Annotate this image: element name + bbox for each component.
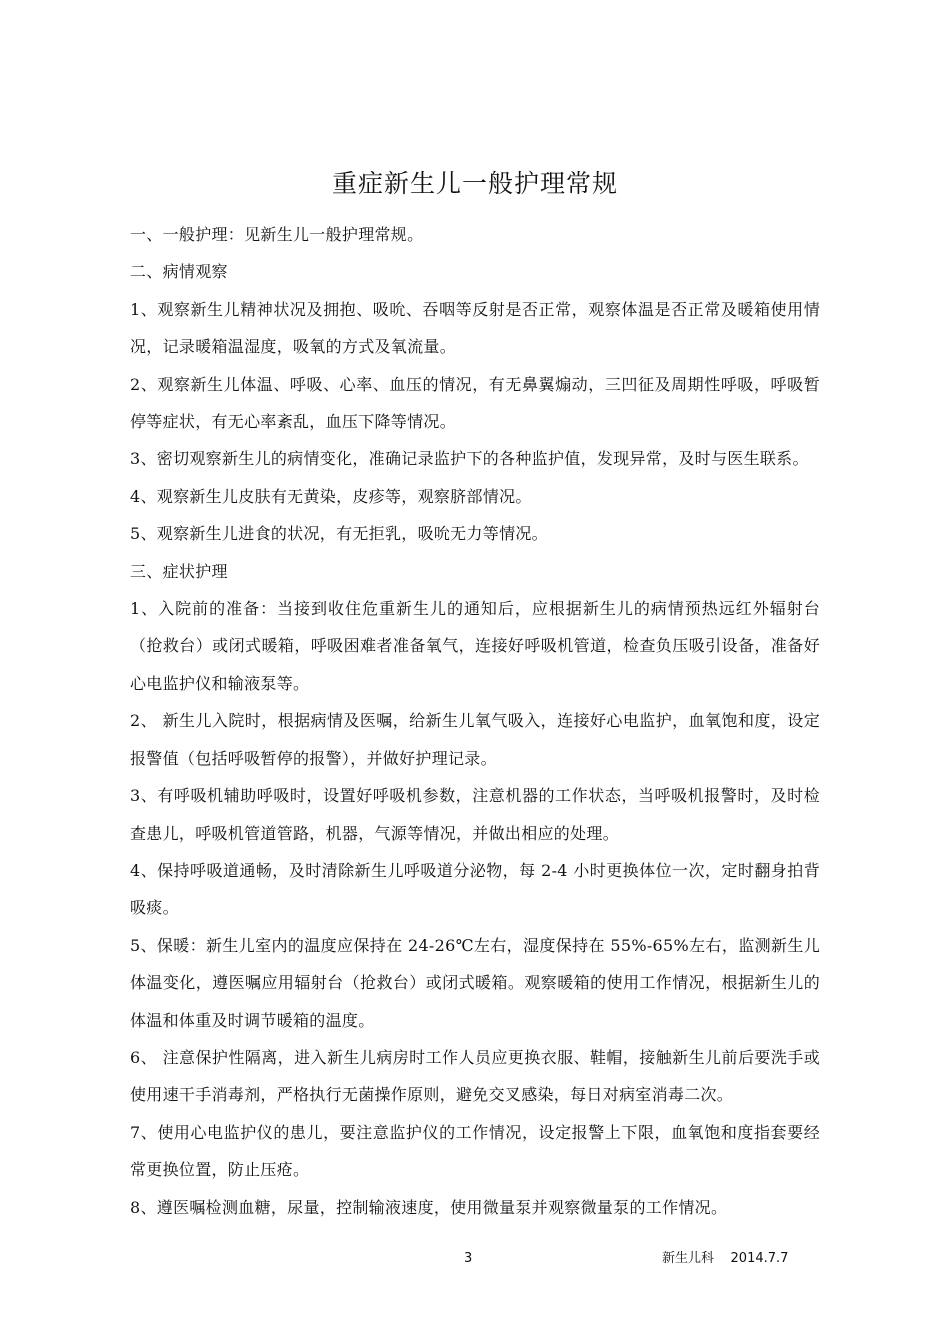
observation-item-1: 1、观察新生儿精神状况及拥抱、吸吮、吞咽等反射是否正常，观察体温是否正常及暖箱使用情况，记录暖箱温湿度，吸氧的方式及氧流量。 <box>130 299 820 357</box>
footer-department-date: 新生儿科 2014.7.7 <box>662 1251 789 1266</box>
observation-item-3: 3、密切观察新生儿的病情变化，准确记录监护下的各种监护值，发现异常，及时与医生联系。 <box>130 449 809 469</box>
observation-item-2: 2、观察新生儿体温、呼吸、心率、血压的情况，有无鼻翼煽动，三凹征及周期性呼吸，呼吸暂停等症状，有无心率紊乱，血压下降等情况。 <box>130 374 820 432</box>
document-body <box>130 216 820 1226</box>
section-heading-symptom-care: 三、症状护理 <box>130 561 228 581</box>
symptom-item-6: 6、 注意保护性隔离，进入新生儿病房时工作人员应更换衣服、鞋帽，接触新生儿前后要洗手或使用速干手消毒剂，严格执行无菌操作原则，避免交叉感染，每日对病室消毒二次。 <box>130 1047 820 1105</box>
symptom-item-7: 7、使用心电监护仪的患儿，要注意监护仪的工作情况，设定报警上下限，血氧饱和度指套要经常更换位置，防止压疮。 <box>130 1122 820 1180</box>
page-number: 3 <box>464 1251 473 1266</box>
section-heading-observation: 二、病情观察 <box>130 262 228 282</box>
symptom-item-3: 3、有呼吸机辅助呼吸时，设置好呼吸机参数，注意机器的工作状态，当呼吸机报警时，及时检查患儿，呼吸机管道管路，机器，气源等情况，并做出相应的处理。 <box>130 786 820 843</box>
observation-item-4: 4、观察新生儿皮肤有无黄染，皮疹等，观察脐部情况。 <box>130 486 532 506</box>
symptom-item-1: 1、入院前的准备：当接到收住危重新生儿的通知后，应根据新生儿的病情预热远红外辐射台（抢救台）或闭式暖箱，呼吸困难者准备氧气，连接好呼吸机管道，检查负压吸引设备，准备好心电监护仪和输液泵等。 <box>130 599 820 693</box>
observation-item-5: 5、观察新生儿进食的状况，有无拒乳，吸吮无力等情况。 <box>130 524 548 544</box>
symptom-item-5: 5、保暖：新生儿室内的温度应保持在 24-26℃左右，湿度保持在 55%-65%左右，监测新生儿体温变化，遵医嘱应用辐射台（抢救台）或闭式暖箱。观察暖箱的使用工作情况，根据新生儿的体温和体重及时调节暖箱的温度。 <box>130 935 820 1030</box>
symptom-item-4: 4、保持呼吸道通畅，及时清除新生儿呼吸道分泌物，每 2-4 小时更换体位一次，定时翻身拍背吸痰。 <box>130 860 820 918</box>
document-title: 重症新生儿一般护理常规 <box>331 169 618 198</box>
symptom-item-8: 8、遵医嘱检测血糖，尿量，控制输液速度，使用微量泵并观察微量泵的工作情况。 <box>130 1197 728 1217</box>
symptom-item-2: 2、 新生儿入院时，根据病情及医嘱，给新生儿氧气吸入，连接好心电监护，血氧饱和度，设定报警值（包括呼吸暂停的报警），并做好护理记录。 <box>130 711 820 768</box>
section-heading-general-care: 一、一般护理：见新生儿一般护理常规。 <box>130 225 424 244</box>
